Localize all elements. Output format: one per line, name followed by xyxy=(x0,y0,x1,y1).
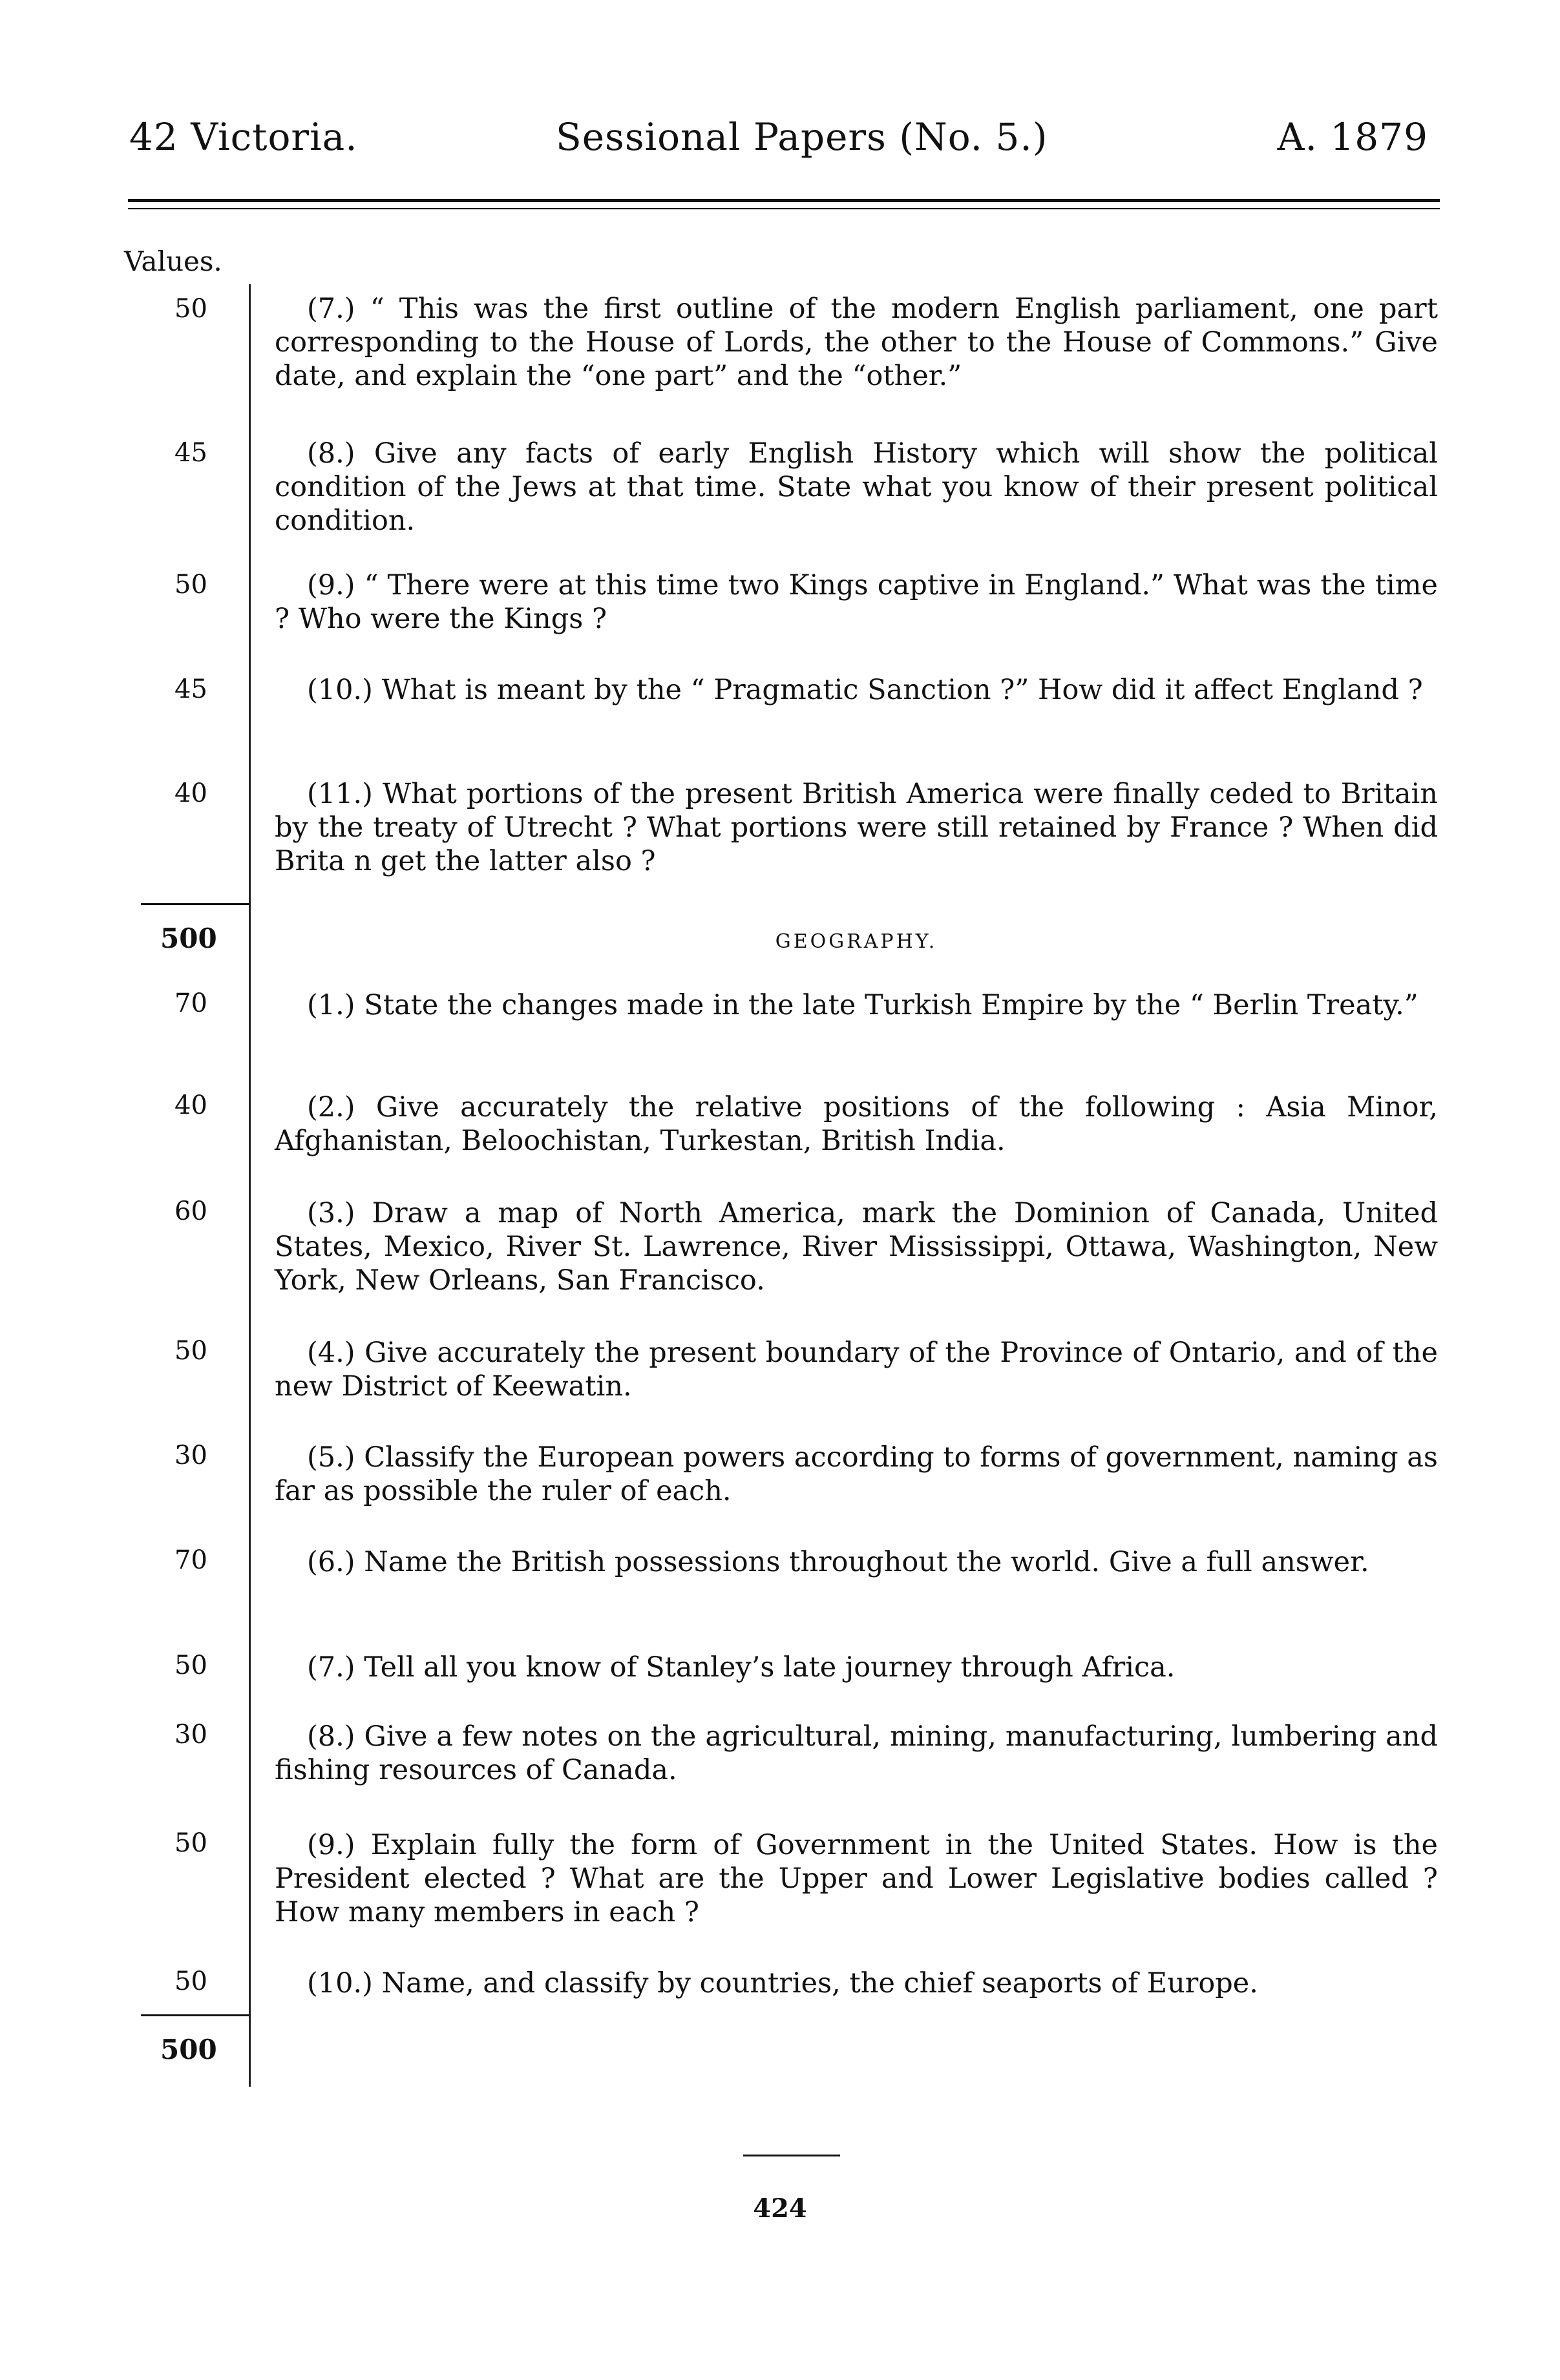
question-value: 45 xyxy=(174,674,207,704)
question-text: (6.) Name the British possessions throughout the world. Give a full answer. xyxy=(307,1546,1369,1578)
question-text: (10.) What is meant by the “ Pragmatic Sanction ?” How did it affect England ? xyxy=(307,674,1423,706)
question-text: (9.) Explain fully the form of Government in the United States. How is the President elected ? What are the Upper and Lower Legislative bodies called ? How many members in each ? xyxy=(275,1829,1438,1928)
question-value: 60 xyxy=(174,1196,207,1226)
question-value: 70 xyxy=(174,988,207,1018)
question-value: 70 xyxy=(174,1545,207,1575)
question xyxy=(275,1651,1438,1684)
question xyxy=(275,1441,1438,1508)
question-value: 30 xyxy=(174,1720,207,1749)
geography-total: 500 xyxy=(160,2034,217,2065)
header-year: A. 1879 xyxy=(1277,115,1428,159)
question xyxy=(275,1091,1438,1158)
history-total-rule xyxy=(141,903,249,905)
question-text: (7.) Tell all you know of Stanley’s late journey through Africa. xyxy=(307,1651,1175,1684)
question-text: (4.) Give accurately the present boundary of the Province of Ontario, and of the new District of Keewatin. xyxy=(275,1337,1438,1403)
question-value: 50 xyxy=(174,1651,207,1680)
question-text: (3.) Draw a map of North America, mark the Dominion of Canada, United States, Mexico, River St. Lawrence, River Mississippi, Ottawa, Washington, New York, New Orleans, San Francisco. xyxy=(275,1197,1438,1297)
question xyxy=(275,569,1438,636)
question-value: 30 xyxy=(174,1441,207,1470)
question xyxy=(275,1336,1438,1403)
question-text: (2.) Give accurately the relative positions of the following : Asia Minor, Afghanistan, Beloochistan, Turkestan, British India. xyxy=(275,1091,1438,1157)
question-value: 50 xyxy=(174,1336,207,1366)
question-value: 40 xyxy=(174,1091,207,1120)
page-number: 424 xyxy=(753,2193,807,2224)
question-value: 45 xyxy=(174,438,207,468)
question xyxy=(275,673,1438,707)
geography-total-rule xyxy=(141,2014,249,2016)
section-title-geography: GEOGRAPHY. xyxy=(775,930,938,953)
question-text: (5.) Classify the European powers according to forms of government, naming as far as possible the ruler of each. xyxy=(275,1441,1438,1507)
question-text: (9.) “ There were at this time two Kings captive in England.” What was the time ? Who were the Kings ? xyxy=(275,569,1438,635)
question-value: 50 xyxy=(174,1828,207,1858)
question-value: 50 xyxy=(174,570,207,600)
header-rule-thin xyxy=(128,208,1440,209)
page-header xyxy=(123,115,1435,173)
question-text: (1.) State the changes made in the late Turkish Empire by the “ Berlin Treaty.” xyxy=(307,989,1418,1021)
history-total: 500 xyxy=(160,923,217,954)
question xyxy=(275,777,1438,878)
question xyxy=(275,1828,1438,1929)
question xyxy=(275,1720,1438,1787)
question-value: 40 xyxy=(174,778,207,808)
question xyxy=(275,1545,1438,1579)
values-column-heading: Values. xyxy=(124,245,222,277)
question-text: (11.) What portions of the present British America were finally ceded to Britain by the treaty of Utrecht ? What portions were still retained by France ? When did Brita n get the latter also ? xyxy=(275,778,1438,877)
question xyxy=(275,1196,1438,1297)
question xyxy=(275,988,1438,1022)
question-text: (8.) Give a few notes on the agricultural, mining, manufacturing, lumbering and fishing resources of Canada. xyxy=(275,1720,1438,1786)
header-title: Sessional Papers (No. 5.) xyxy=(556,115,1048,159)
question-text: (10.) Name, and classify by countries, the chief seaports of Europe. xyxy=(307,1967,1258,1999)
question xyxy=(275,292,1438,393)
footer-rule xyxy=(743,2155,840,2156)
question xyxy=(275,437,1438,538)
column-divider xyxy=(249,284,251,2087)
question xyxy=(275,1967,1438,2000)
question-text: (7.) “ This was the first outline of the modern English parliament, one part corresponding to the House of Lords, the other to the House of Commons.” Give date, and explain the “one part” and the “other.” xyxy=(275,293,1438,392)
header-rule-thick xyxy=(128,199,1440,202)
question-text: (8.) Give any facts of early English History which will show the political condition of the Jews at that time. State what you know of their present political condition. xyxy=(275,437,1438,537)
question-value: 50 xyxy=(174,294,207,324)
header-session: 42 Victoria. xyxy=(129,115,358,159)
question-value: 50 xyxy=(174,1967,207,1996)
